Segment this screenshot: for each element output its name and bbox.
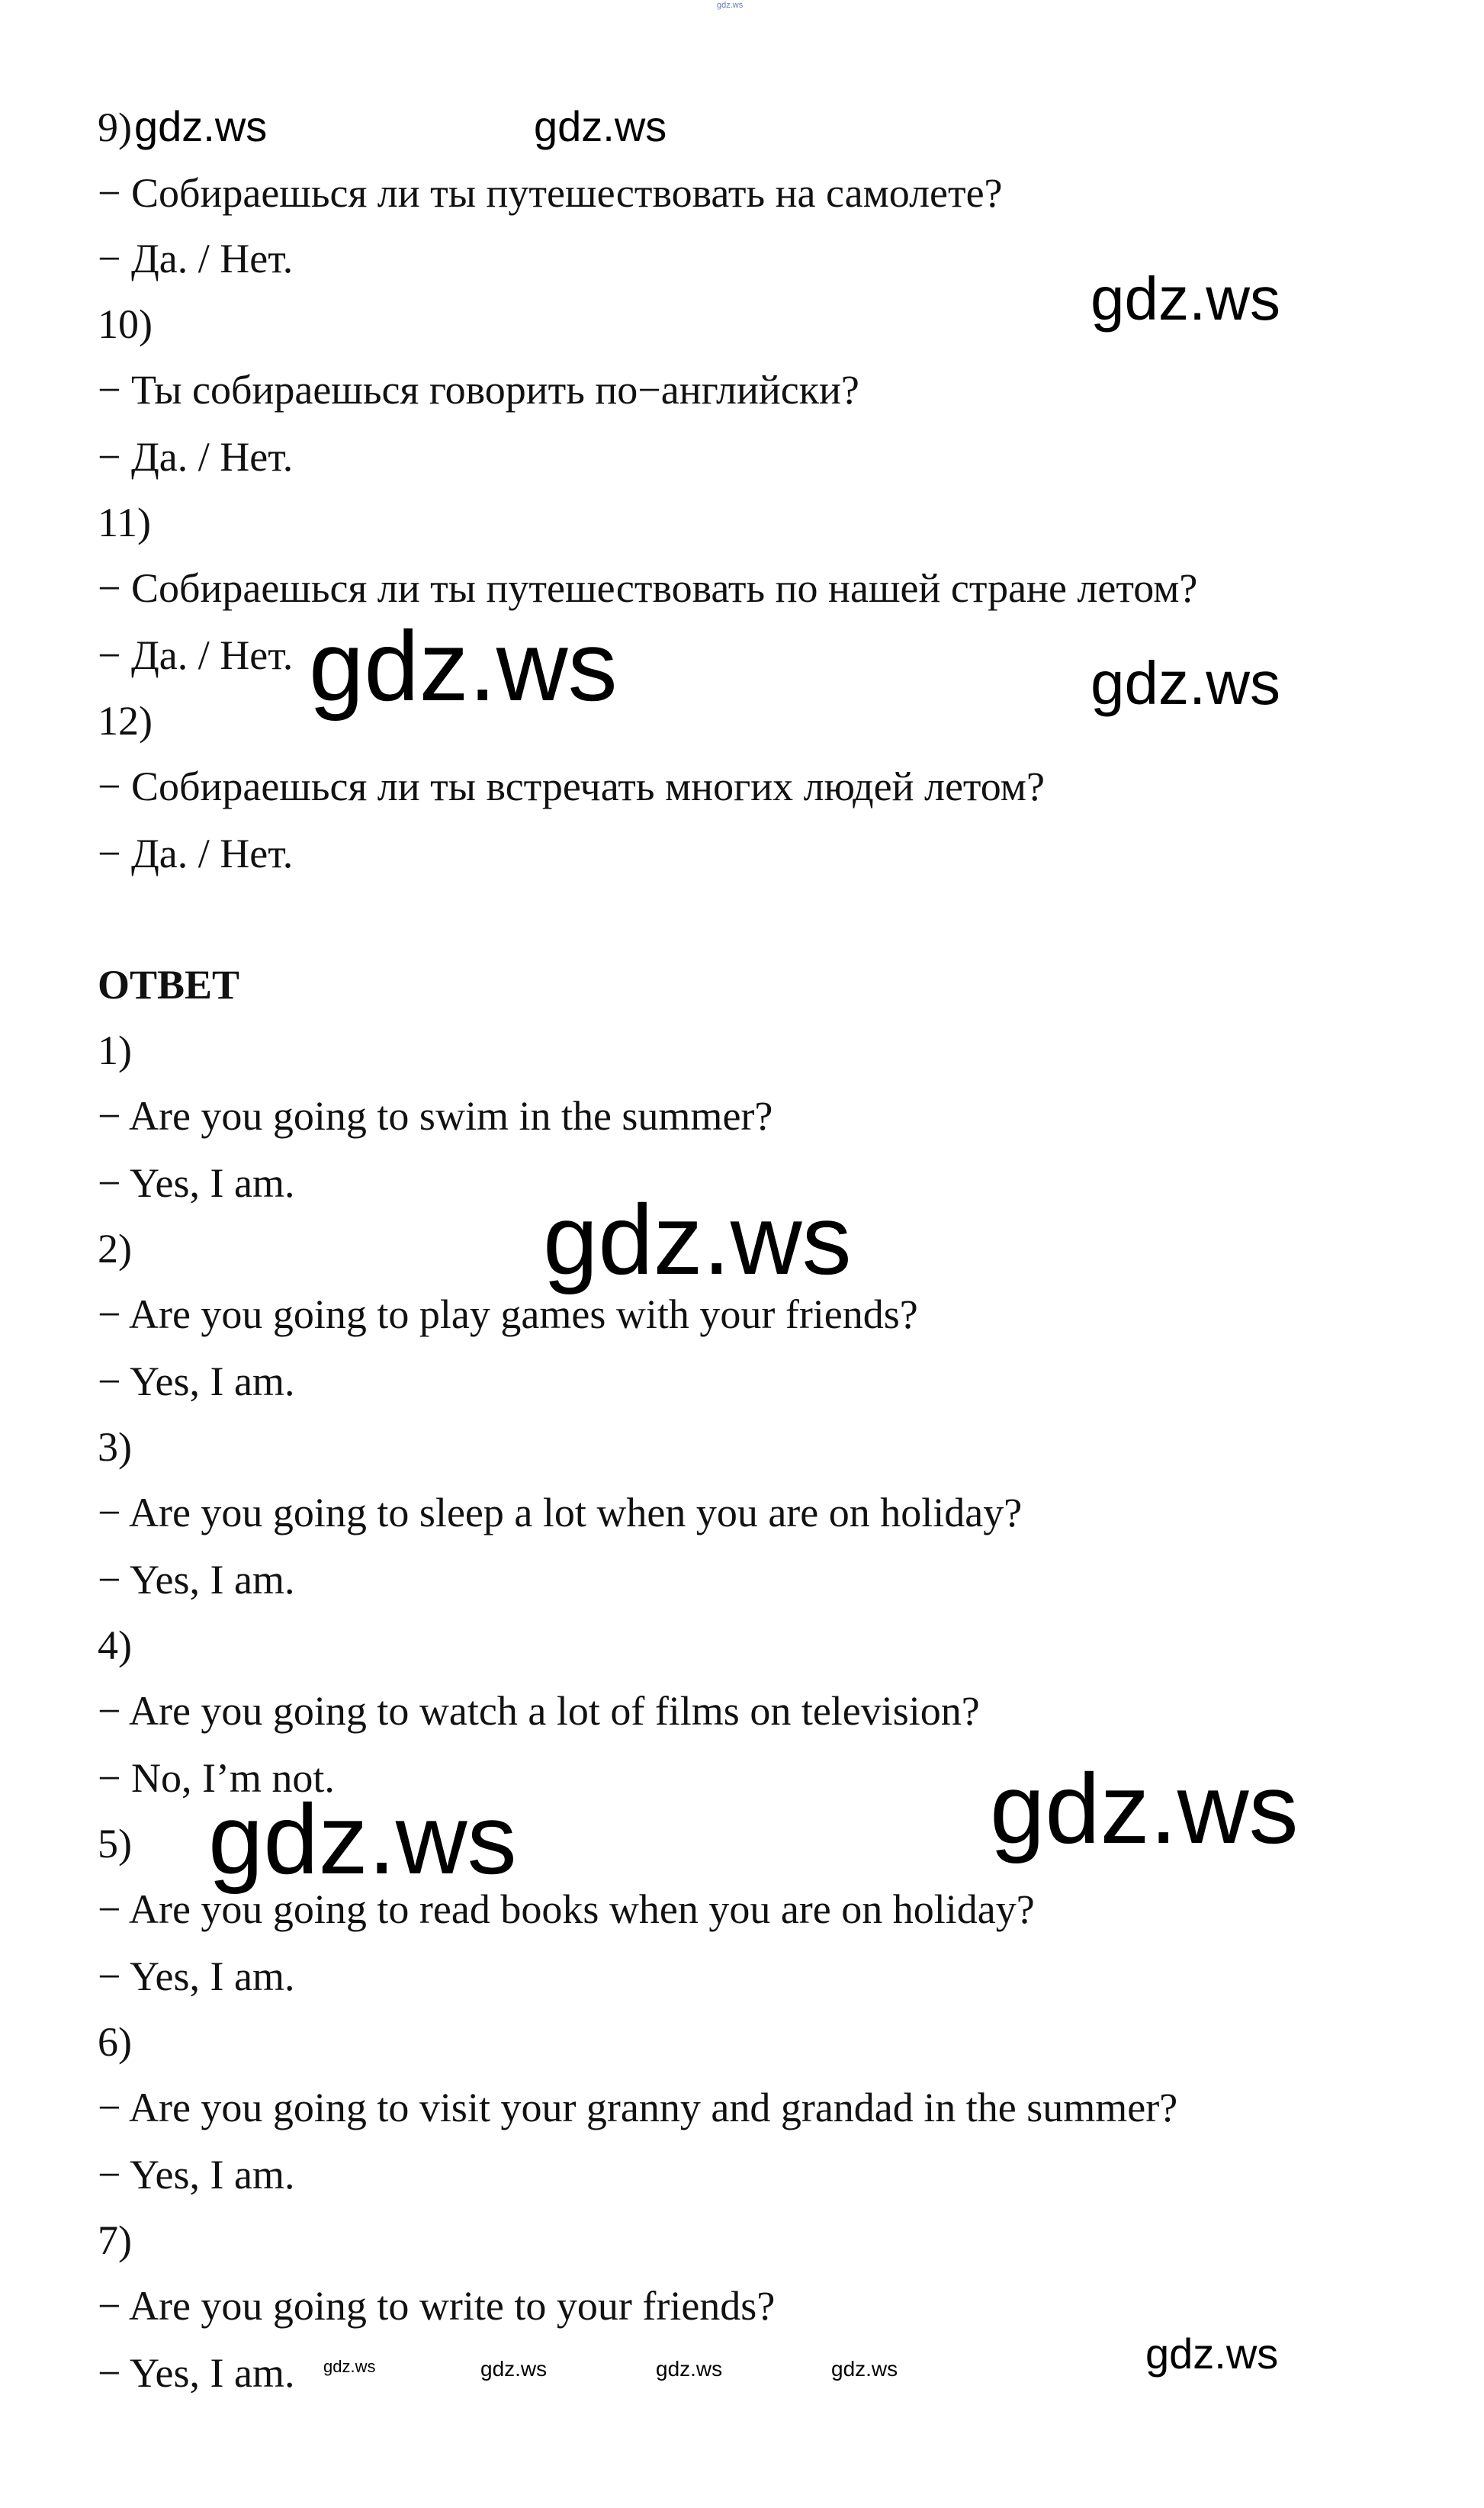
answer-5-question: − Are you going to read books when you are on holiday? xyxy=(98,1886,1035,1932)
answer-4-question: − Are you going to watch a lot of films on television? xyxy=(98,1688,980,1734)
answer-5-number: 5) xyxy=(98,1821,132,1867)
answer-7-reply: − Yes, I am. xyxy=(98,2350,295,2396)
answer-2-question: − Are you going to play games with your friends? xyxy=(98,1291,918,1337)
watermark: gdz.ws xyxy=(1145,2330,1279,2378)
question-12-number: 12) xyxy=(98,698,153,744)
question-11-answer: − Да. / Нет. xyxy=(98,632,294,678)
answer-3-question: − Are you going to sleep a lot when you are on holiday? xyxy=(98,1490,1023,1535)
watermark: gdz.ws xyxy=(534,102,667,150)
answer-6-number: 6) xyxy=(98,2019,132,2065)
answer-heading: ОТВЕТ xyxy=(98,962,240,1008)
answer-4-reply: − No, I’m not. xyxy=(98,1755,335,1801)
watermark: gdz.ws xyxy=(543,1184,852,1295)
question-9-answer: − Да. / Нет. xyxy=(98,236,294,281)
watermark: gdz.ws xyxy=(1091,265,1280,333)
watermark: gdz.ws xyxy=(309,610,618,722)
answer-4-number: 4) xyxy=(98,1622,132,1668)
answer-5-reply: − Yes, I am. xyxy=(98,1953,295,1999)
answer-2-number: 2) xyxy=(98,1226,132,1272)
question-12-answer: − Да. / Нет. xyxy=(98,831,294,876)
answer-1-number: 1) xyxy=(98,1027,132,1073)
question-11-text: − Собираешься ли ты путешествовать по нашей стране летом? xyxy=(98,565,1198,611)
answer-6-question: − Are you going to visit your granny and grandad in the summer? xyxy=(98,2085,1178,2130)
watermark: gdz.ws xyxy=(480,2357,548,2381)
answer-2-reply: − Yes, I am. xyxy=(98,1358,295,1404)
watermark-top: gdz.ws xyxy=(717,1,744,10)
question-11-number: 11) xyxy=(98,500,151,545)
watermark: gdz.ws xyxy=(990,1753,1299,1864)
answer-7-number: 7) xyxy=(98,2217,132,2263)
watermark: gdz.ws xyxy=(656,2357,723,2381)
answer-1-reply: − Yes, I am. xyxy=(98,1160,295,1206)
answer-7-question: − Are you going to write to your friends? xyxy=(98,2283,776,2329)
answer-6-reply: − Yes, I am. xyxy=(98,2152,295,2198)
watermark: gdz.ws xyxy=(831,2357,898,2381)
answer-3-reply: − Yes, I am. xyxy=(98,1557,295,1603)
question-10-answer: − Да. / Нет. xyxy=(98,434,294,480)
answer-1-question: − Are you going to swim in the summer? xyxy=(98,1093,773,1139)
question-10-text: − Ты собираешься говорить по−английски? xyxy=(98,367,859,413)
question-10-number: 10) xyxy=(98,301,153,347)
watermark: gdz.ws xyxy=(134,102,268,150)
watermark: gdz.ws xyxy=(208,1783,517,1895)
answer-3-number: 3) xyxy=(98,1424,132,1470)
question-12-text: − Собираешься ли ты встречать многих людей летом? xyxy=(98,764,1045,809)
question-9-text: − Собираешься ли ты путешествовать на самолете? xyxy=(98,170,1003,216)
question-9-number: 9) xyxy=(98,104,132,150)
watermark: gdz.ws xyxy=(323,2357,376,2376)
watermark: gdz.ws xyxy=(1091,649,1280,717)
